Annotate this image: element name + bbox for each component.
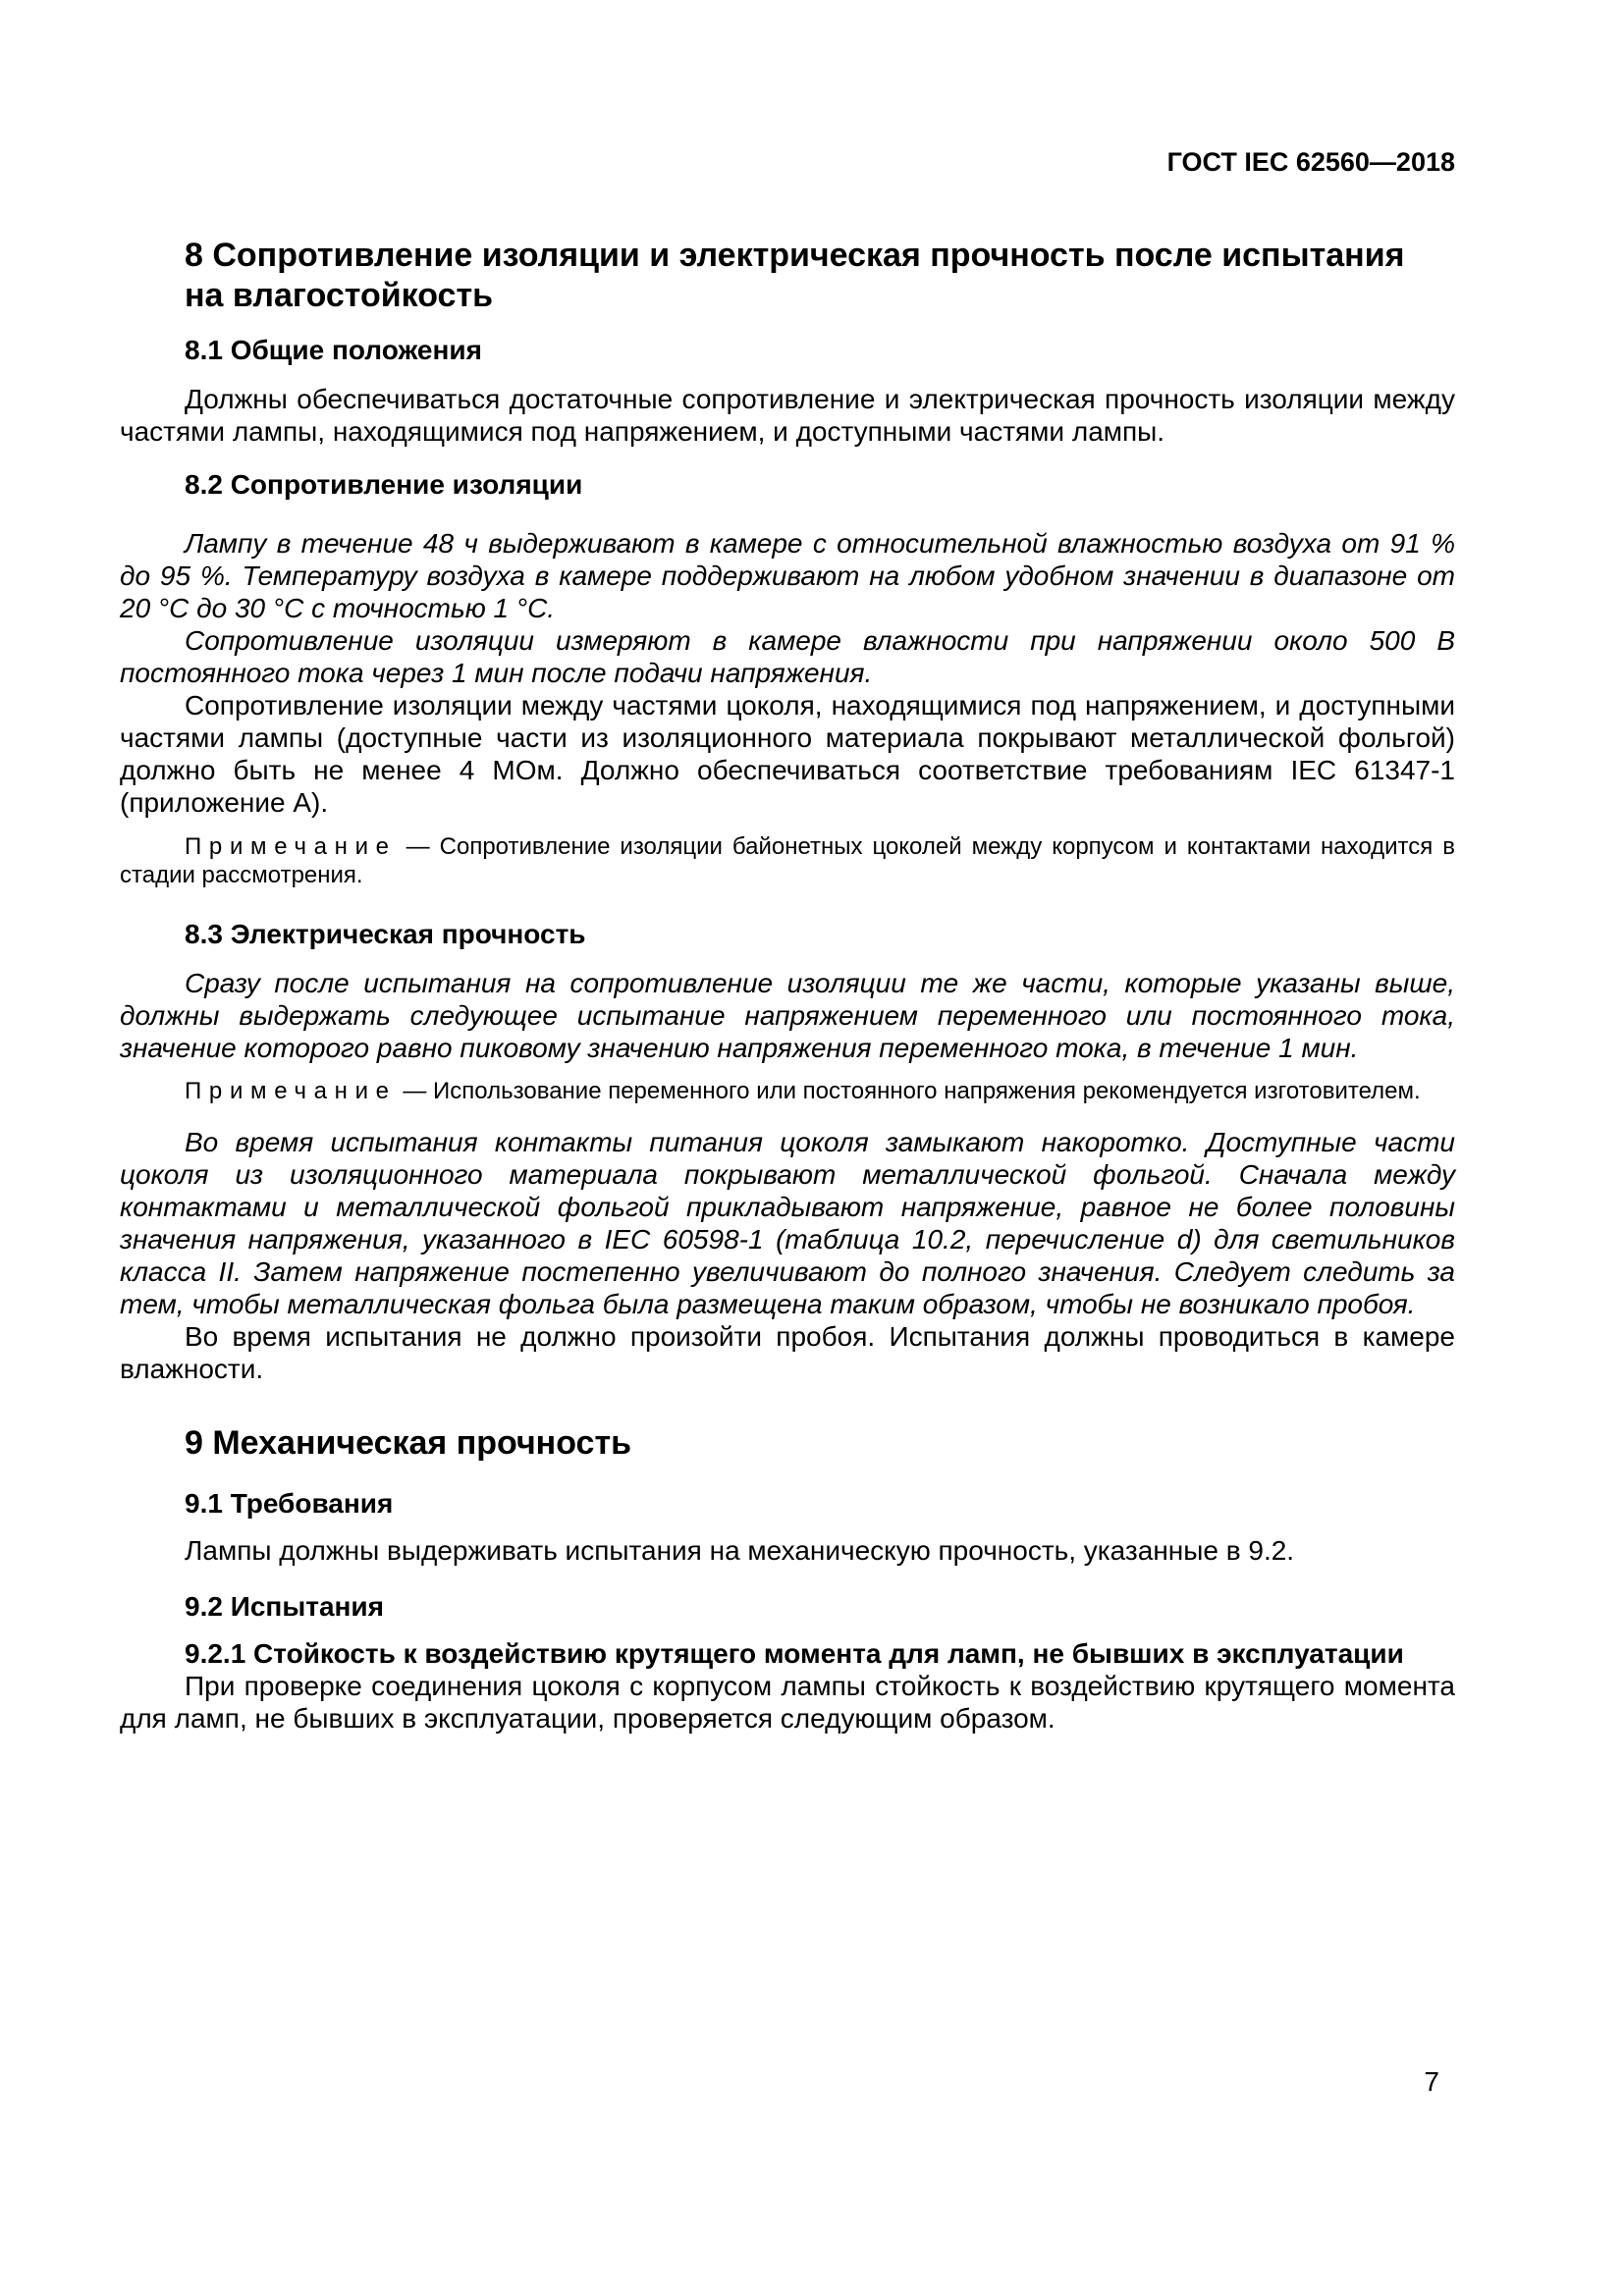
section-8-heading: 8 Сопротивление изоляции и электрическая прочность после испытания на влагостойкость (185, 237, 1405, 314)
paragraph-8-3-1: Сразу после испытания на сопротивление изоляции те же части, которые указаны выше, должны выдержать следующее испытание напряжением переменного или постоянного тока, значение которого равно пиковому значению напряжения переменного тока, в течение 1 мин. (120, 968, 1455, 1063)
section-9-heading: 9 Механическая прочность (185, 1424, 631, 1462)
section-9-2-1-heading: 9.2.1 Стойкость к воздействию крутящего момента для ламп, не бывших в эксплуатации (185, 1638, 1404, 1669)
section-8-2-heading: 8.2 Сопротивление изоляции (185, 469, 583, 500)
section-9-1-heading: 9.1 Требования (185, 1488, 394, 1519)
paragraph-8-1-1: Должны обеспечиваться достаточные сопротивление и электрическая прочность изоляции между частями лампы, находящимися под напряжением, и доступными частями лампы. (120, 384, 1455, 447)
note-8-3 (120, 1077, 1455, 1105)
section-9-2-heading: 9.2 Испытания (185, 1591, 384, 1622)
note-text: — Использование переменного или постоянного напряжения рекомендуется изготовителем. (396, 1078, 1421, 1104)
page-number: 7 (1424, 2066, 1439, 2097)
note-label: Примечание (185, 833, 397, 860)
paragraph-8-2-1: Лампу в течение 48 ч выдерживают в камере с относительной влажностью воздуха от 91 % до 95 %. Температуру воздуха в камере поддерживают на любом удобном значении в диапазоне от 20 °С до 30 °С с точностью 1 °С. (120, 528, 1455, 623)
document-code: ГОСТ IEC 62560—2018 (1166, 147, 1455, 177)
note-text: — Сопротивление изоляции байонетных цоколей между корпусом и контактами находится в стадии рассмотрения. (120, 833, 1455, 888)
note-label: Примечание (185, 1078, 397, 1104)
paragraph-8-2-2: Сопротивление изоляции измеряют в камере влажности при напряжении около 500 В постоянного тока через 1 мин после подачи напряжения. (120, 625, 1455, 688)
paragraph-8-2-3: Сопротивление изоляции между частями цоколя, находящимися под напряжением, и доступными частями лампы (доступные части из изоляционного материала покрывают металлической фольгой) должно быть не менее 4 МОм. Должно обеспечиваться соответствие требованиям IEC 61347-1 (приложение А). (120, 690, 1455, 818)
paragraph-8-3-2: Во время испытания контакты питания цоколя замыкают накоротко. Доступные части цоколя из изоляционного материала покрывают металлической фольгой. Сначала между контактами и металлической фольгой прикладывают напряжение, равное не более половины значения напряжения, указанного в IEC 60598-1 (таблица 10.2, перечисление d) для светильников класса II. Затем напряжение постепенно увеличивают до полного значения. Следует следить за тем, чтобы металлическая фольга была размещена таким образом, чтобы не возникало пробоя. (120, 1127, 1455, 1319)
note-8-2 (120, 832, 1455, 889)
section-8-1-heading: 8.1 Общие положения (185, 335, 482, 365)
paragraph-9-2-1-1: При проверке соединения цоколя с корпусом лампы стойкость к воздействию крутящего момента для ламп, не бывших в эксплуатации, проверяется следующим образом. (120, 1671, 1455, 1734)
paragraph-9-1-1: Лампы должны выдерживать испытания на механическую прочность, указанные в 9.2. (185, 1535, 1295, 1566)
paragraph-8-3-3: Во время испытания не должно произойти пробоя. Испытания должны проводиться в камере влажности. (120, 1321, 1455, 1384)
section-8-3-heading: 8.3 Электрическая прочность (185, 919, 586, 949)
